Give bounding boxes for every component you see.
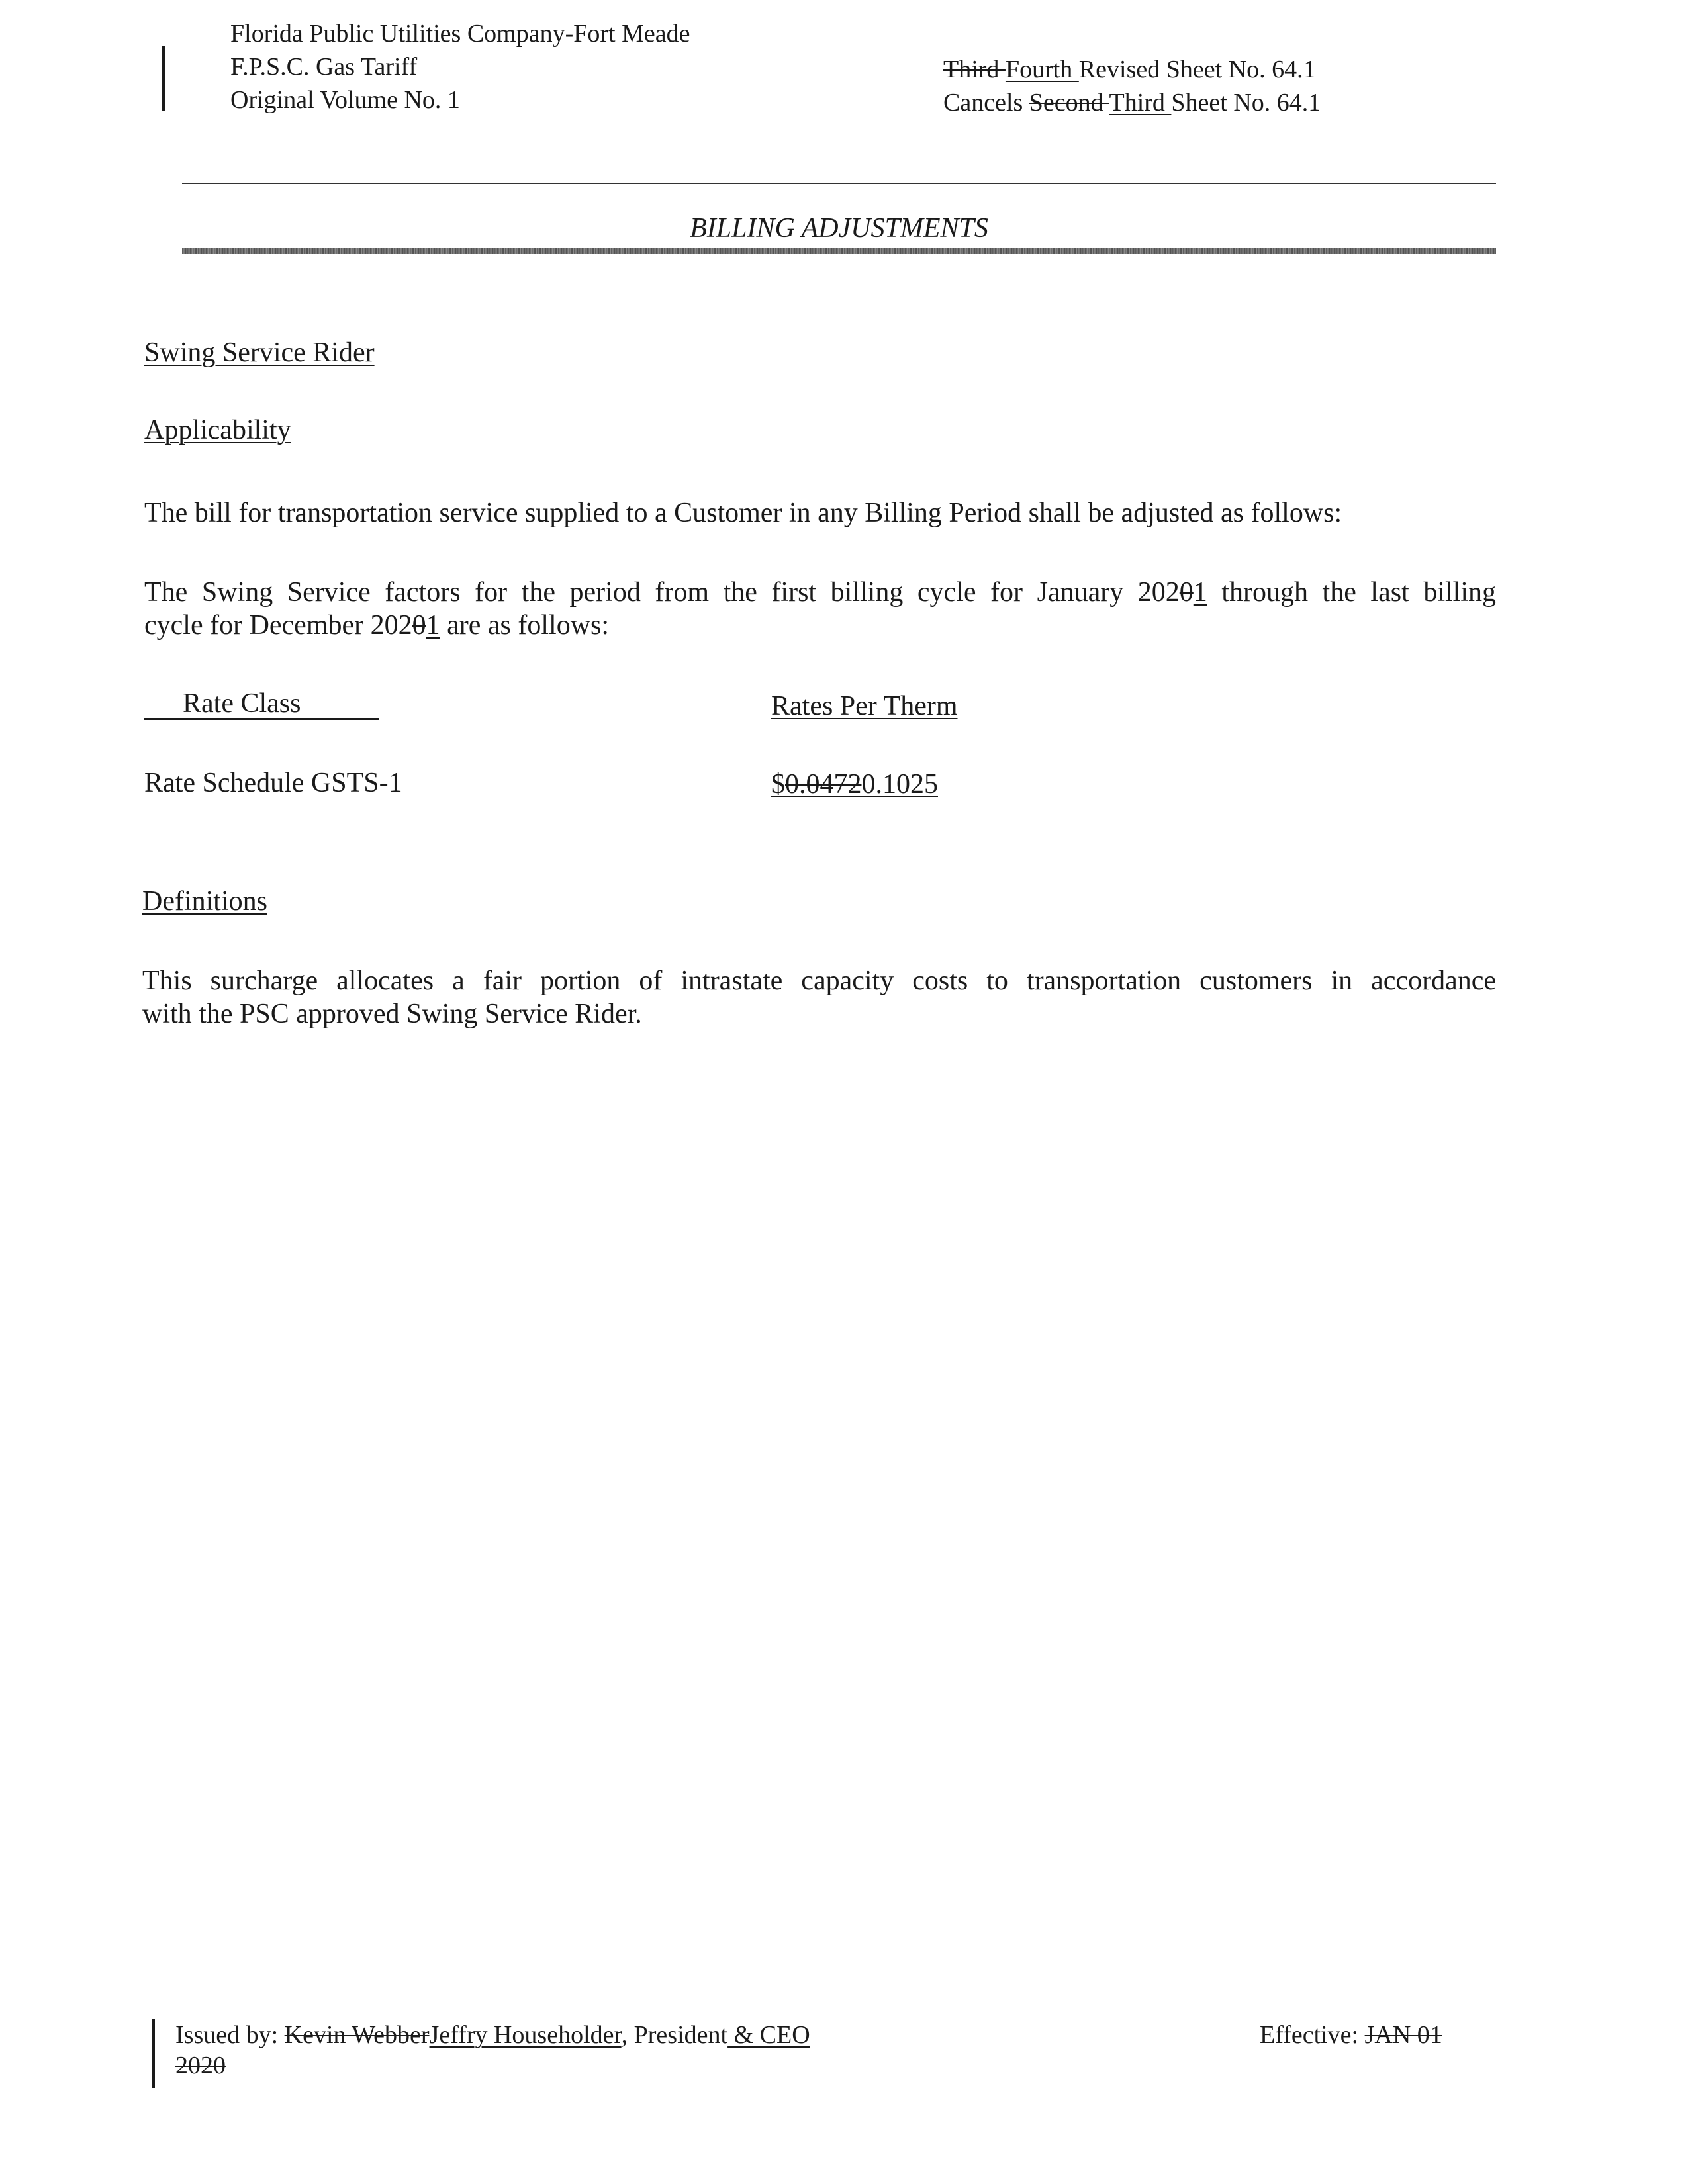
definitions-line-2: with the PSC approved Swing Service Rider. (142, 999, 642, 1029)
sheet-inserted: Fourth (1005, 56, 1079, 83)
year2-inserted: 1 (426, 610, 440, 641)
company-name: Florida Public Utilities Company-Fort Meade (230, 20, 690, 48)
factors-paragraph (144, 576, 1496, 642)
factors-line-2: cycle for December 20201 are as follows: (144, 610, 610, 641)
year2-deleted: 0 (412, 610, 426, 641)
cancels-rest: Sheet No. 64.1 (1171, 89, 1321, 116)
section-title: BILLING ADJUSTMENTS (690, 213, 988, 244)
sheet-number (943, 53, 1407, 86)
title-inserted: & CEO (727, 2021, 810, 2049)
cancels-inserted: Third (1109, 89, 1172, 116)
rate-value-cell (771, 768, 938, 801)
sheet-deleted: Third (943, 56, 1006, 83)
definitions-heading: Definitions (142, 886, 267, 917)
year1-deleted: 0 (1179, 577, 1194, 608)
tariff-name: F.P.S.C. Gas Tariff (230, 53, 418, 81)
rate-deleted: 0.0472 (785, 769, 862, 799)
revision-bar-footer (152, 2019, 155, 2088)
revision-bar-header (162, 46, 165, 111)
issuer-deleted: Kevin Webber (284, 2021, 430, 2049)
rate-class-cell: Rate Schedule GSTS-1 (144, 768, 402, 798)
cancels-line (943, 86, 1407, 119)
year1-inserted: 1 (1193, 577, 1207, 608)
cancels-label: Cancels (943, 89, 1029, 116)
definitions-line-1: This surcharge allocates a fair portion of intrastate capacity costs to transportation customers in accordance (142, 966, 1496, 996)
definitions-text (142, 964, 1496, 1030)
section-rule (182, 248, 1496, 254)
cancels-deleted: Second (1029, 89, 1109, 116)
applicability-text: The bill for transportation service supplied to a Customer in any Billing Period shall be adjusted as follows: (144, 498, 1342, 528)
issued-by: Issued by: Kevin WebberJeffry Householder, President & CEO 2020 (175, 2021, 810, 2079)
effective-date: Effective: JAN 01 (1260, 2021, 1442, 2049)
applicability-heading: Applicability (144, 415, 291, 445)
header-right (943, 53, 1407, 119)
rates-per-therm-header: Rates Per Therm (771, 691, 958, 721)
rider-title: Swing Service Rider (144, 338, 375, 368)
rate-inserted: 0.1025 (861, 769, 938, 799)
year-deleted: 2020 (175, 2052, 226, 2079)
factors-line-1: The Swing Service factors for the period from the first billing cycle for January 20201 through the last billing (144, 577, 1496, 608)
rate-class-header: Rate Class (144, 688, 379, 720)
volume-name: Original Volume No. 1 (230, 86, 460, 114)
rate-value: $0.04720.1025 (771, 769, 938, 799)
effective-deleted: JAN 01 (1364, 2021, 1442, 2049)
sheet-rest: Revised Sheet No. 64.1 (1078, 56, 1316, 83)
header-left (230, 17, 690, 116)
top-rule (182, 183, 1496, 184)
issuer-inserted: Jeffry Householder (429, 2021, 622, 2049)
